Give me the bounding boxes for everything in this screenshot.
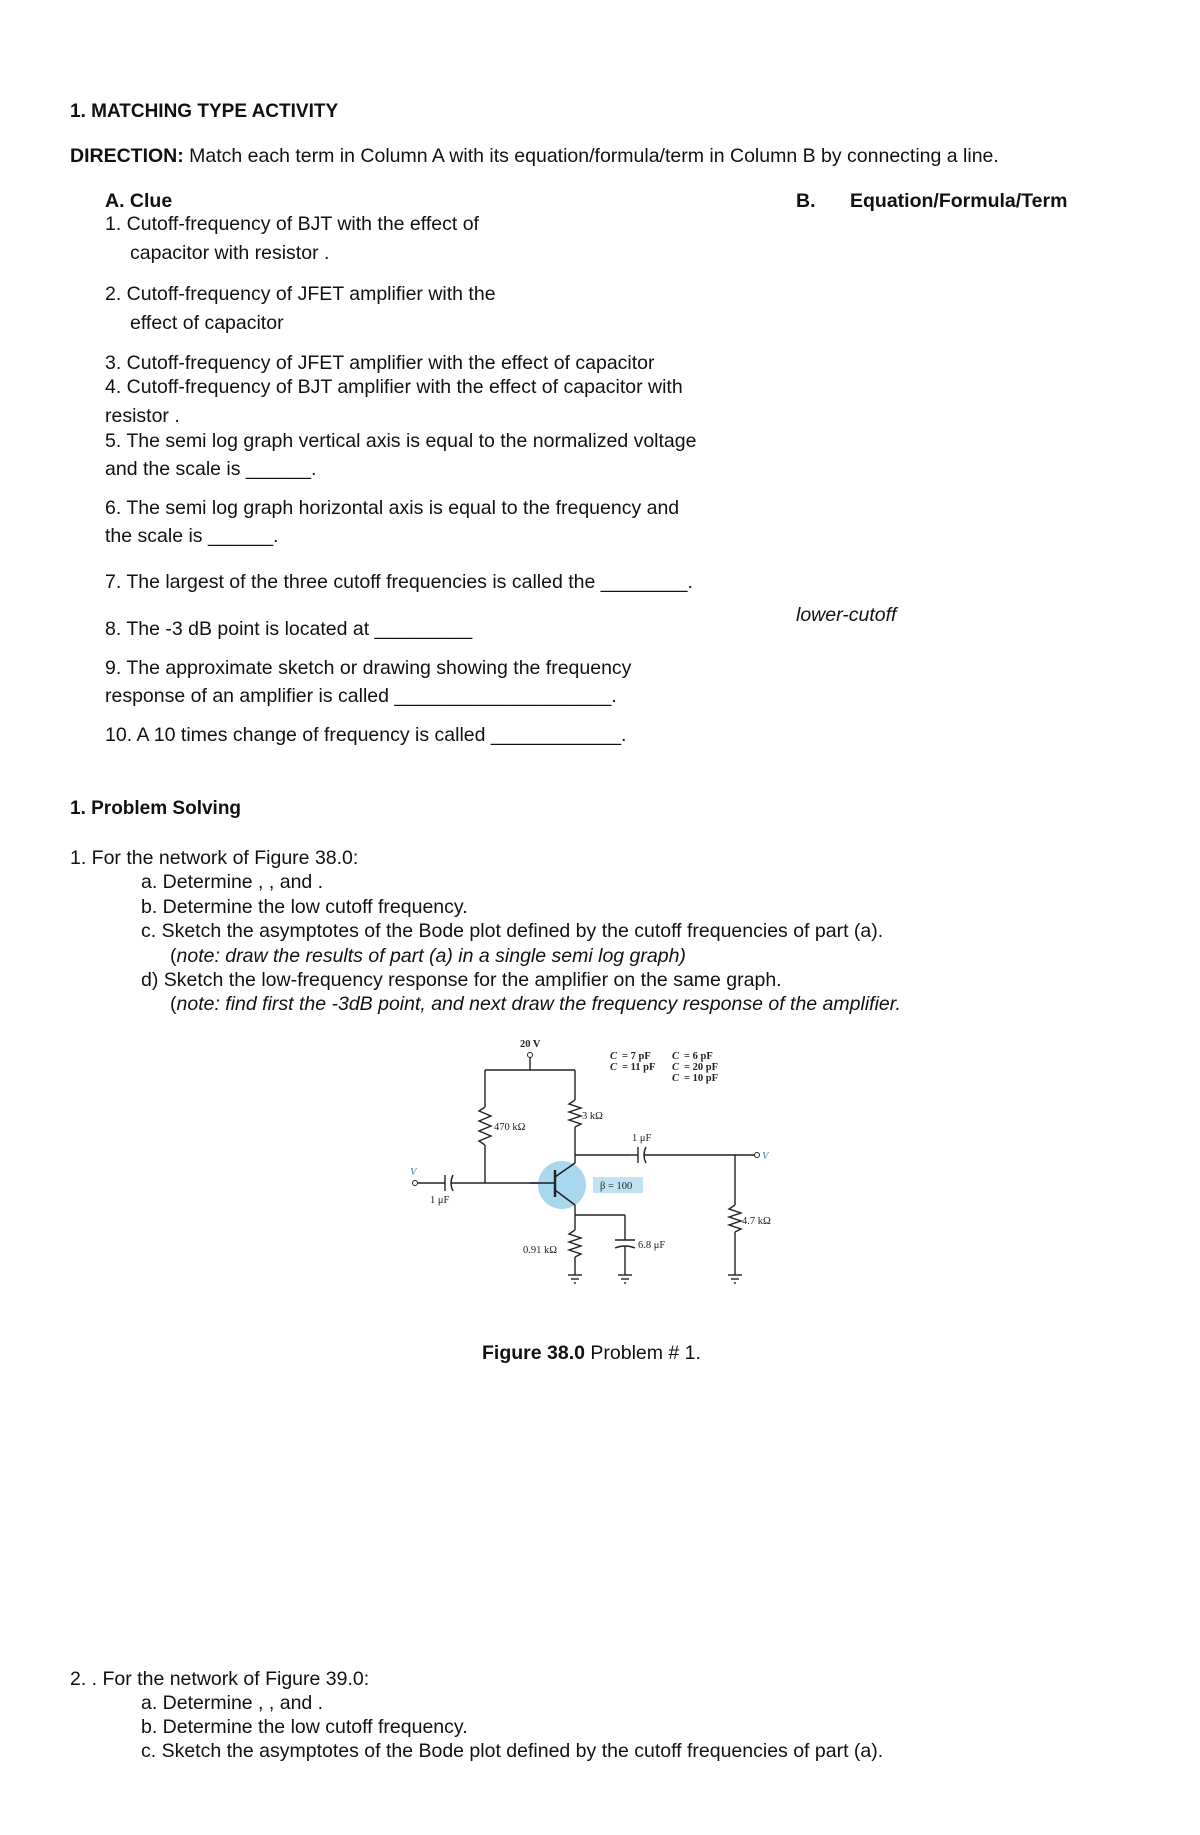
cwi-value: = 7 pF [622, 1051, 651, 1062]
beta-label: β = 100 [600, 1181, 633, 1192]
circuit-diagram-figure-38 [410, 1035, 810, 1315]
problem-2-a: a. Determine , , and . [141, 1692, 324, 1714]
transistor-highlight [538, 1161, 586, 1209]
problem-1-c-note [170, 945, 686, 968]
re-label: 0.91 kΩ [523, 1245, 558, 1256]
clue-8: 8. The -3 dB point is located at _________ [105, 618, 473, 640]
problem-solving-heading: 1. Problem Solving [70, 798, 242, 819]
problem-1-a: a. Determine , , and . [141, 871, 324, 893]
clue-9-line-2: response of an amplifier is called ____________________. [105, 685, 617, 707]
paren: ( [170, 993, 177, 1015]
resistor-470k [479, 1107, 491, 1145]
cbe-label: C [672, 1051, 680, 1062]
resistor-0.91k [569, 1230, 581, 1257]
column-a-header: A. Clue [105, 190, 173, 212]
problem-2-b: b. Determine the low cutoff frequency. [141, 1716, 468, 1738]
clue-7: 7. The largest of the three cutoff frequencies is called the ________. [105, 571, 693, 593]
direction-label: DIRECTION: [70, 145, 184, 167]
ce-label: 6.8 μF [638, 1240, 666, 1251]
clue-4-line-1: 4. Cutoff-frequency of BJT amplifier with the effect of capacitor with [105, 376, 683, 398]
problem-1-b: b. Determine the low cutoff frequency. [141, 896, 468, 918]
clue-6-line-1: 6. The semi log graph horizontal axis is equal to the frequency and [105, 497, 680, 519]
matching-heading: 1. MATCHING TYPE ACTIVITY [70, 101, 339, 122]
problem-2-c: c. Sketch the asymptotes of the Bode plot defined by the cutoff frequencies of part (a). [141, 1740, 884, 1762]
clue-1-line-2: capacitor with resistor . [130, 242, 330, 264]
cbe-value: = 6 pF [684, 1051, 713, 1062]
ground-symbols [568, 1275, 742, 1283]
vcc-terminal [528, 1053, 533, 1058]
vo-terminal [755, 1153, 760, 1158]
clue-6-line-2: the scale is ______. [105, 525, 279, 547]
clue-10: 10. A 10 times change of frequency is called ____________. [105, 724, 627, 746]
figure-caption-text: Problem # 1. [584, 1342, 701, 1364]
cbc-label: C [672, 1062, 680, 1073]
vo-label: V [762, 1151, 769, 1162]
cwo-value: = 11 pF [622, 1062, 656, 1073]
cbc-value: = 20 pF [684, 1062, 718, 1073]
rl-label: 4.7 kΩ [742, 1216, 771, 1227]
note-text: note: draw the results of part (a) in a single semi log graph) [176, 945, 686, 967]
vi-label: V [410, 1167, 417, 1178]
problem-1-c: c. Sketch the asymptotes of the Bode plot defined by the cutoff frequencies of part (a). [141, 920, 884, 942]
clue-2-line-1: 2. Cutoff-frequency of JFET amplifier with the [105, 283, 496, 305]
column-b-letter: B. [796, 190, 816, 212]
clue-3: 3. Cutoff-frequency of JFET amplifier with the effect of capacitor [105, 352, 655, 374]
problem-1-d-note [170, 993, 901, 1016]
note-text: note: find first the -3dB point, and next draw the frequency response of the amplifier. [176, 993, 901, 1015]
problem-1-intro: 1. For the network of Figure 38.0: [70, 847, 359, 869]
resistor-4.7k [729, 1205, 741, 1232]
answer-lower-cutoff: lower-cutoff [796, 604, 897, 626]
clue-1-line-1: 1. Cutoff-frequency of BJT with the effect of [105, 213, 479, 235]
cout-label: 1 μF [632, 1133, 652, 1144]
cce-value: = 10 pF [684, 1073, 718, 1084]
cwo-label: C [610, 1062, 618, 1073]
r1-label: 470 kΩ [494, 1122, 526, 1133]
rc-label: 3 kΩ [582, 1111, 603, 1122]
clue-5-line-2: and the scale is ______. [105, 458, 317, 480]
problem-2-intro: 2. . For the network of Figure 39.0: [70, 1668, 370, 1690]
clue-2-line-2: effect of capacitor [130, 312, 284, 334]
clue-4-line-2: resistor . [105, 405, 180, 427]
column-b-header: Equation/Formula/Term [850, 190, 1068, 212]
direction-text: Match each term in Column A with its equation/formula/term in Column B by connecting a line. [183, 145, 999, 167]
clue-5-line-1: 5. The semi log graph vertical axis is equal to the normalized voltage [105, 430, 697, 452]
resistor-3k [569, 1100, 581, 1127]
figure-caption-label: Figure 38.0 [482, 1342, 585, 1364]
clue-9-line-1: 9. The approximate sketch or drawing showing the frequency [105, 657, 632, 679]
direction-line [70, 145, 999, 168]
figure-caption [482, 1342, 701, 1365]
cwi-label: C [610, 1051, 618, 1062]
cce-label: C [672, 1073, 680, 1084]
cin-label: 1 μF [430, 1195, 450, 1206]
paren: ( [170, 945, 177, 967]
vcc-label: 20 V [520, 1039, 541, 1050]
problem-1-d: d) Sketch the low-frequency response for the amplifier on the same graph. [141, 969, 782, 991]
vi-terminal [413, 1181, 418, 1186]
